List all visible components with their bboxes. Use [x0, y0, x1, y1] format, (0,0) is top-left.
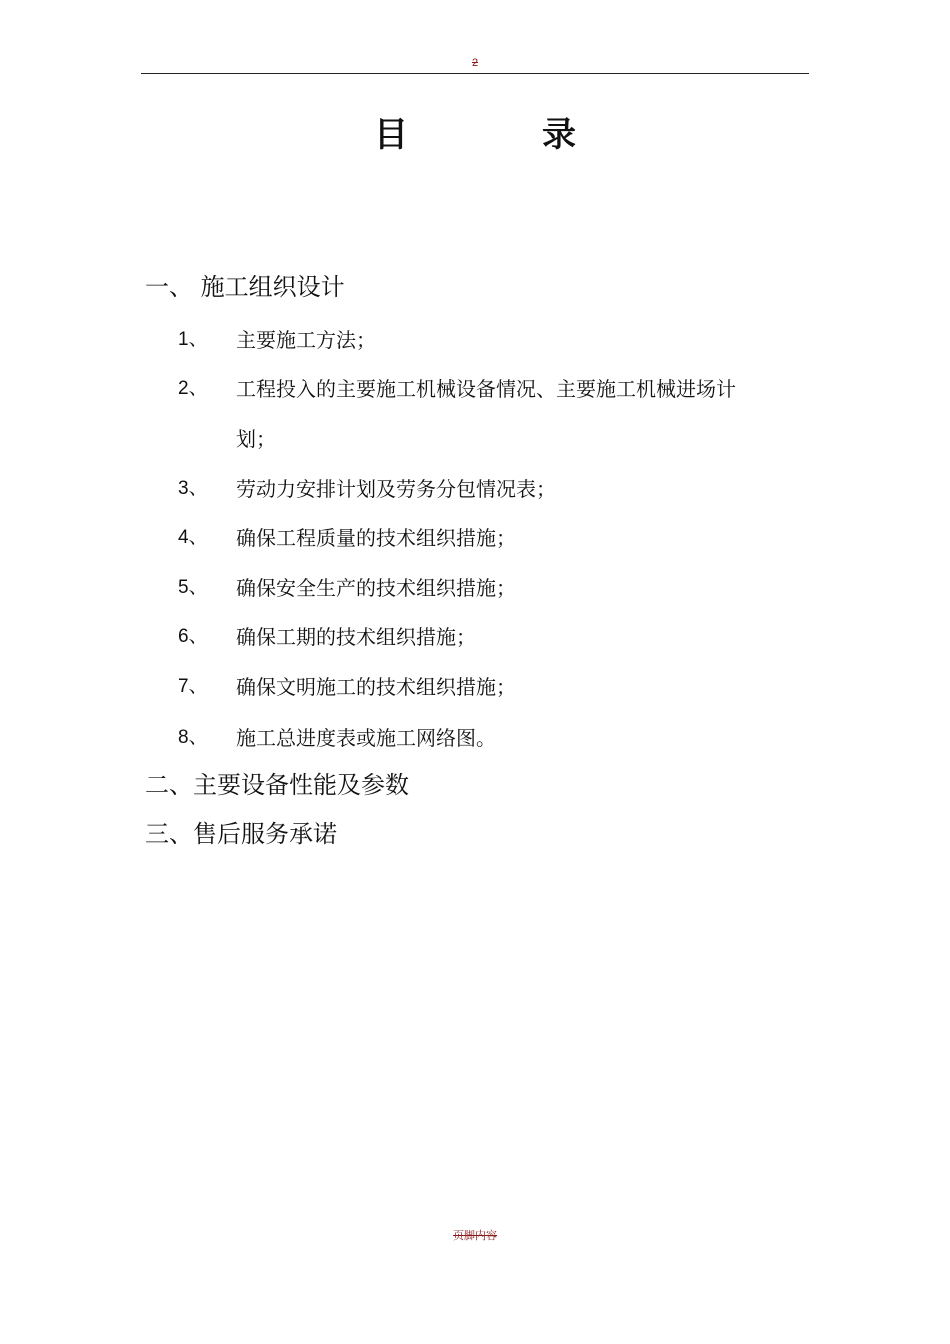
- toc-item-text: 确保文明施工的技术组织措施；: [236, 675, 516, 699]
- toc-item-number: 2、: [178, 378, 208, 399]
- toc-item-text: 工程投入的主要施工机械设备情况、主要施工机械进场计: [236, 377, 736, 401]
- toc-item-text: 施工总进度表或施工网络图。: [236, 726, 496, 750]
- toc-item-number: 1、: [178, 329, 208, 350]
- toc-item-text: 确保工期的技术组织措施；: [236, 625, 476, 649]
- toc-item-number: 8、: [178, 727, 208, 748]
- toc-item-number: 4、: [178, 527, 208, 548]
- toc-item-number: 3、: [178, 478, 208, 499]
- toc-item-text: 确保安全生产的技术组织措施；: [236, 576, 516, 600]
- document-title: 目 录: [374, 115, 626, 155]
- header-divider: [141, 73, 809, 74]
- toc-item-text: 劳动力安排计划及劳务分包情况表；: [236, 477, 556, 501]
- toc-section-2: 二、主要设备性能及参数: [145, 771, 409, 799]
- toc-section-3: 三、售后服务承诺: [145, 820, 337, 848]
- toc-section-1: 一、 施工组织设计: [145, 273, 345, 301]
- toc-item-number: 5、: [178, 577, 208, 598]
- toc-item-text: 确保工程质量的技术组织措施；: [236, 526, 516, 550]
- toc-item-text-continued: 划；: [236, 427, 276, 451]
- toc-item-text: 主要施工方法；: [236, 328, 376, 352]
- page-footer: 页脚内容: [453, 1230, 497, 1242]
- toc-item-number: 6、: [178, 626, 208, 647]
- page-number: 2: [471, 57, 479, 69]
- toc-item-number: 7、: [178, 676, 208, 697]
